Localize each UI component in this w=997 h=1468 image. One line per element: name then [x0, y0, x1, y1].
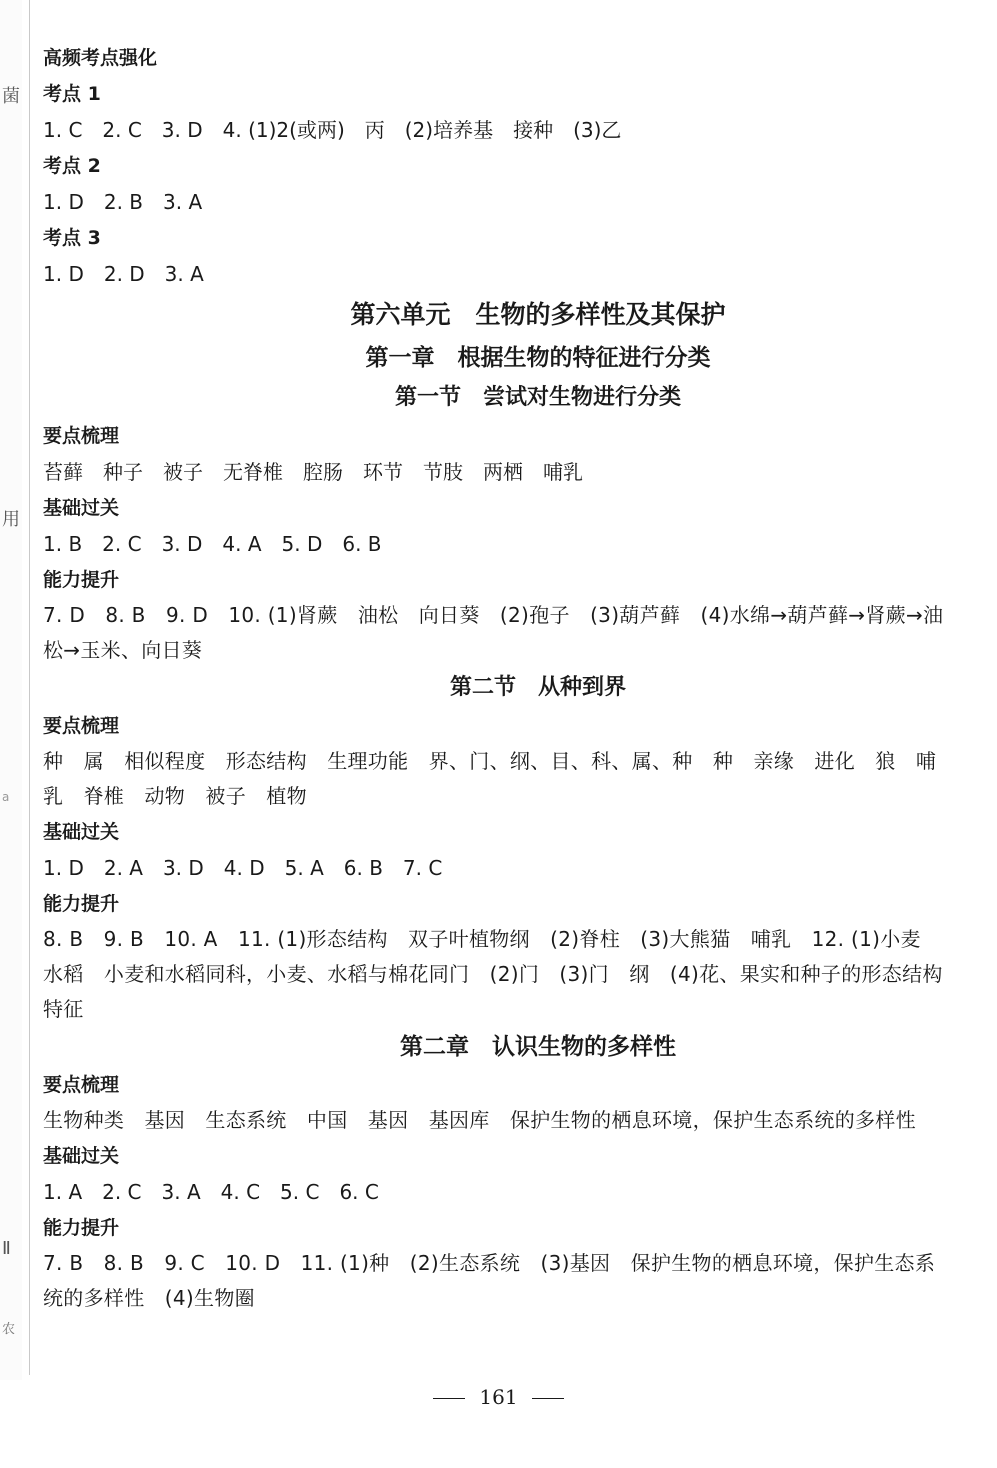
left-margin-strip: [0, 0, 22, 1380]
answer-paragraph: 7. D 8. B 9. D 10. (1)肾蕨 油松 向日葵 (2)孢子 (3)葫芦藓 (4)水绵→葫芦藓→肾蕨→油松→玉米、向日葵: [43, 603, 944, 662]
chapter-title: 第二章 认识生物的多样性: [400, 1034, 676, 1060]
chapter-title: 第一章 根据生物的特征进行分类: [365, 345, 711, 371]
footer-dash-left: [433, 1398, 465, 1399]
section-heading: 要点梳理: [43, 715, 120, 737]
section-heading: 要点梳理: [43, 1074, 120, 1096]
margin-glyph: 用: [2, 509, 20, 530]
section-heading: 考点 1: [43, 83, 101, 105]
answer-page-content: [43, 40, 953, 1316]
section-heading: 考点 3: [43, 227, 101, 249]
section-heading: 考点 2: [43, 155, 101, 177]
margin-glyph: 菌: [2, 86, 20, 107]
answer-paragraph: 7. B 8. B 9. C 10. D 11. (1)种 (2)生态系统 (3)基因 保护生物的栖息环境，保护生态系统的多样性 (4)生物圈: [43, 1251, 936, 1310]
section-heading: 能力提升: [43, 893, 120, 915]
section-heading: 基础过关: [43, 497, 120, 519]
section-heading: 基础过关: [43, 821, 120, 843]
section-heading: 能力提升: [43, 569, 120, 591]
answer-line: 1. A 2. C 3. A 4. C 5. C 6. C: [43, 1180, 379, 1204]
margin-glyph: 农: [2, 1322, 16, 1337]
section-heading: 能力提升: [43, 1217, 120, 1239]
answer-line: 苔藓 种子 被子 无脊椎 腔肠 环节 节肢 两栖 哺乳: [43, 460, 583, 484]
margin-glyph: Ⅱ: [2, 1238, 11, 1259]
answer-line: 1. D 2. A 3. D 4. D 5. A 6. B 7. C: [43, 856, 443, 880]
page-number: 161: [479, 1385, 518, 1409]
answer-paragraph: 种 属 相似程度 形态结构 生理功能 界、门、纲、目、科、属、种 种 亲缘 进化 狼 哺乳 脊椎 动物 被子 植物: [43, 749, 937, 808]
answer-paragraph: 8. B 9. B 10. A 11. (1)形态结构 双子叶植物纲 (2)脊柱 (3)大熊猫 哺乳 12. (1)小麦 水稻 小麦和水稻同科，小麦、水稻与棉花同门 (2)门 (3)门 纲 (4)花、果实和种子的形态结构特征: [43, 927, 943, 1021]
answer-line: 1. D 2. B 3. A: [43, 190, 203, 214]
answer-paragraph: 生物种类 基因 生态系统 中国 基因 基因库 保护生物的栖息环境，保护生态系统的多样性: [43, 1108, 916, 1132]
footer-dash-right: [532, 1398, 564, 1399]
answer-line: 1. B 2. C 3. D 4. A 5. D 6. B: [43, 532, 382, 556]
page-footer: [0, 1385, 997, 1409]
answer-line: 1. C 2. C 3. D 4. (1)2(或两) 丙 (2)培养基 接种 (3)乙: [43, 118, 622, 142]
margin-divider: [29, 0, 30, 1375]
section-title: 第二节 从种到界: [449, 675, 626, 700]
margin-glyph: a: [2, 790, 10, 804]
answer-line: 1. D 2. D 3. A: [43, 262, 204, 286]
unit-title: 第六单元 生物的多样性及其保护: [350, 300, 726, 329]
section-heading: 要点梳理: [43, 425, 120, 447]
section-title: 第一节 尝试对生物进行分类: [394, 385, 681, 410]
section-heading: 高频考点强化: [43, 47, 158, 69]
section-heading: 基础过关: [43, 1145, 120, 1167]
